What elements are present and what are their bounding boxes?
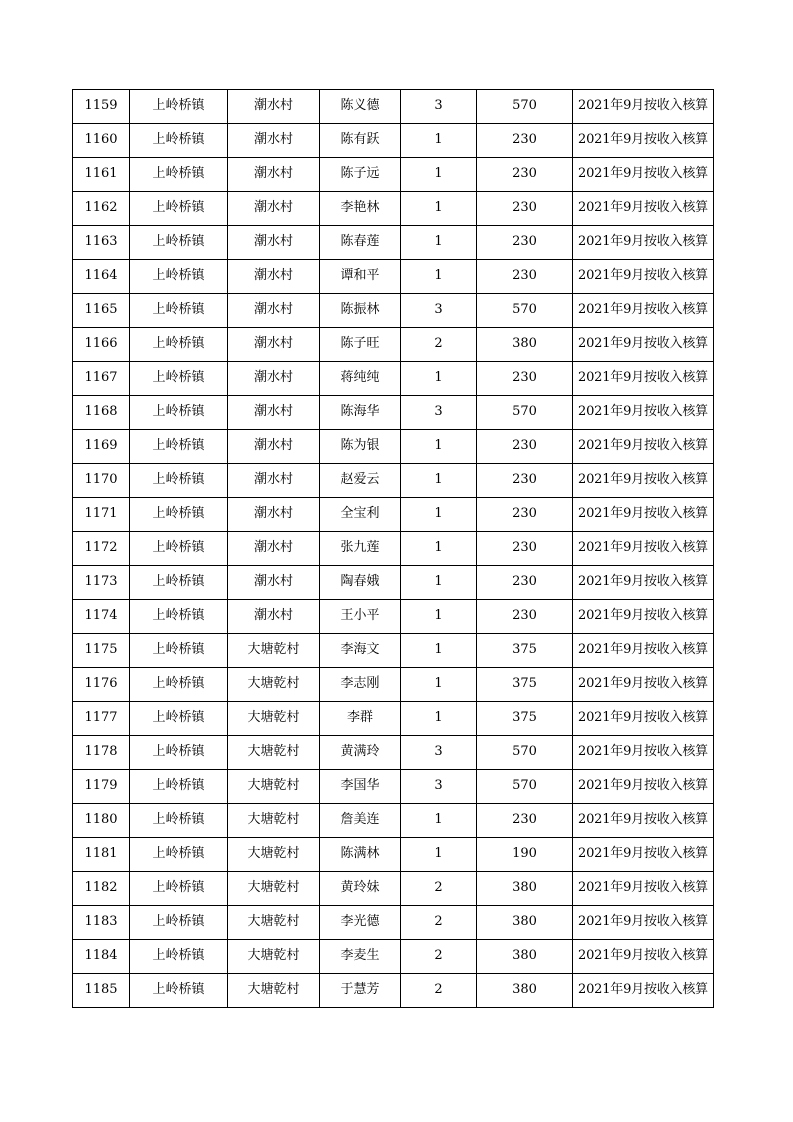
cell-serial: 1161 <box>73 158 130 192</box>
cell-village: 大塘乾村 <box>228 770 320 804</box>
cell-amount: 230 <box>477 430 573 464</box>
table-row <box>73 90 714 124</box>
cell-name: 蒋纯纯 <box>320 362 401 396</box>
cell-note: 2021年9月按收入核算 <box>573 226 714 260</box>
cell-note: 2021年9月按收入核算 <box>573 498 714 532</box>
cell-serial: 1162 <box>73 192 130 226</box>
cell-village: 潮水村 <box>228 464 320 498</box>
cell-note: 2021年9月按收入核算 <box>573 804 714 838</box>
table-row <box>73 566 714 600</box>
table-row <box>73 668 714 702</box>
cell-town: 上岭桥镇 <box>130 124 228 158</box>
cell-count: 1 <box>401 634 477 668</box>
cell-town: 上岭桥镇 <box>130 736 228 770</box>
cell-town: 上岭桥镇 <box>130 294 228 328</box>
cell-note: 2021年9月按收入核算 <box>573 702 714 736</box>
cell-amount: 230 <box>477 124 573 158</box>
cell-serial: 1176 <box>73 668 130 702</box>
cell-count: 1 <box>401 566 477 600</box>
cell-amount: 380 <box>477 940 573 974</box>
cell-village: 潮水村 <box>228 328 320 362</box>
cell-serial: 1181 <box>73 838 130 872</box>
table-row <box>73 702 714 736</box>
cell-note: 2021年9月按收入核算 <box>573 328 714 362</box>
cell-count: 1 <box>401 260 477 294</box>
cell-village: 潮水村 <box>228 430 320 464</box>
cell-town: 上岭桥镇 <box>130 566 228 600</box>
cell-note: 2021年9月按收入核算 <box>573 600 714 634</box>
cell-note: 2021年9月按收入核算 <box>573 124 714 158</box>
table-row <box>73 192 714 226</box>
cell-name: 王小平 <box>320 600 401 634</box>
cell-town: 上岭桥镇 <box>130 974 228 1008</box>
cell-village: 潮水村 <box>228 226 320 260</box>
cell-note: 2021年9月按收入核算 <box>573 566 714 600</box>
cell-town: 上岭桥镇 <box>130 872 228 906</box>
table-row <box>73 430 714 464</box>
cell-serial: 1170 <box>73 464 130 498</box>
cell-village: 潮水村 <box>228 90 320 124</box>
cell-town: 上岭桥镇 <box>130 430 228 464</box>
cell-town: 上岭桥镇 <box>130 192 228 226</box>
cell-name: 陈子远 <box>320 158 401 192</box>
cell-count: 2 <box>401 328 477 362</box>
cell-note: 2021年9月按收入核算 <box>573 838 714 872</box>
table-row <box>73 328 714 362</box>
table-body <box>73 90 714 1008</box>
cell-count: 1 <box>401 362 477 396</box>
cell-town: 上岭桥镇 <box>130 906 228 940</box>
cell-village: 潮水村 <box>228 600 320 634</box>
table-row <box>73 124 714 158</box>
cell-amount: 570 <box>477 770 573 804</box>
cell-serial: 1168 <box>73 396 130 430</box>
cell-serial: 1166 <box>73 328 130 362</box>
cell-count: 1 <box>401 702 477 736</box>
cell-count: 1 <box>401 226 477 260</box>
cell-serial: 1163 <box>73 226 130 260</box>
cell-town: 上岭桥镇 <box>130 226 228 260</box>
cell-count: 1 <box>401 192 477 226</box>
cell-amount: 375 <box>477 634 573 668</box>
cell-note: 2021年9月按收入核算 <box>573 294 714 328</box>
cell-amount: 230 <box>477 566 573 600</box>
cell-village: 大塘乾村 <box>228 702 320 736</box>
cell-village: 大塘乾村 <box>228 906 320 940</box>
cell-count: 3 <box>401 294 477 328</box>
cell-serial: 1173 <box>73 566 130 600</box>
cell-serial: 1175 <box>73 634 130 668</box>
cell-town: 上岭桥镇 <box>130 396 228 430</box>
cell-serial: 1183 <box>73 906 130 940</box>
cell-town: 上岭桥镇 <box>130 362 228 396</box>
cell-town: 上岭桥镇 <box>130 940 228 974</box>
cell-note: 2021年9月按收入核算 <box>573 668 714 702</box>
cell-note: 2021年9月按收入核算 <box>573 396 714 430</box>
cell-count: 1 <box>401 498 477 532</box>
table-row <box>73 634 714 668</box>
cell-count: 3 <box>401 736 477 770</box>
cell-count: 3 <box>401 90 477 124</box>
cell-amount: 380 <box>477 906 573 940</box>
cell-name: 赵爱云 <box>320 464 401 498</box>
cell-note: 2021年9月按收入核算 <box>573 260 714 294</box>
cell-note: 2021年9月按收入核算 <box>573 158 714 192</box>
cell-village: 大塘乾村 <box>228 736 320 770</box>
cell-town: 上岭桥镇 <box>130 804 228 838</box>
cell-serial: 1174 <box>73 600 130 634</box>
cell-count: 2 <box>401 940 477 974</box>
cell-amount: 375 <box>477 702 573 736</box>
cell-serial: 1165 <box>73 294 130 328</box>
cell-village: 潮水村 <box>228 260 320 294</box>
cell-note: 2021年9月按收入核算 <box>573 430 714 464</box>
cell-count: 1 <box>401 804 477 838</box>
cell-serial: 1184 <box>73 940 130 974</box>
cell-amount: 230 <box>477 226 573 260</box>
cell-village: 大塘乾村 <box>228 974 320 1008</box>
cell-village: 大塘乾村 <box>228 668 320 702</box>
cell-town: 上岭桥镇 <box>130 770 228 804</box>
cell-amount: 230 <box>477 600 573 634</box>
cell-count: 1 <box>401 430 477 464</box>
table-row <box>73 974 714 1008</box>
cell-name: 黄满玲 <box>320 736 401 770</box>
cell-village: 潮水村 <box>228 192 320 226</box>
cell-name: 陈振林 <box>320 294 401 328</box>
cell-amount: 570 <box>477 294 573 328</box>
cell-village: 潮水村 <box>228 294 320 328</box>
cell-serial: 1167 <box>73 362 130 396</box>
cell-count: 2 <box>401 872 477 906</box>
cell-serial: 1180 <box>73 804 130 838</box>
cell-note: 2021年9月按收入核算 <box>573 192 714 226</box>
cell-count: 1 <box>401 158 477 192</box>
cell-town: 上岭桥镇 <box>130 838 228 872</box>
cell-serial: 1159 <box>73 90 130 124</box>
cell-village: 潮水村 <box>228 158 320 192</box>
table-row <box>73 396 714 430</box>
cell-serial: 1171 <box>73 498 130 532</box>
table-row <box>73 906 714 940</box>
cell-name: 谭和平 <box>320 260 401 294</box>
cell-serial: 1169 <box>73 430 130 464</box>
cell-name: 詹美连 <box>320 804 401 838</box>
cell-name: 李群 <box>320 702 401 736</box>
cell-name: 黄玲妹 <box>320 872 401 906</box>
cell-name: 张九莲 <box>320 532 401 566</box>
cell-name: 李海文 <box>320 634 401 668</box>
cell-count: 3 <box>401 770 477 804</box>
cell-name: 全宝利 <box>320 498 401 532</box>
subsidy-recipients-table <box>72 89 714 1008</box>
cell-count: 2 <box>401 974 477 1008</box>
cell-town: 上岭桥镇 <box>130 498 228 532</box>
table-row <box>73 940 714 974</box>
cell-name: 李艳林 <box>320 192 401 226</box>
table-row <box>73 464 714 498</box>
cell-town: 上岭桥镇 <box>130 260 228 294</box>
cell-serial: 1160 <box>73 124 130 158</box>
cell-village: 大塘乾村 <box>228 804 320 838</box>
cell-count: 2 <box>401 906 477 940</box>
cell-note: 2021年9月按收入核算 <box>573 974 714 1008</box>
cell-amount: 380 <box>477 872 573 906</box>
cell-note: 2021年9月按收入核算 <box>573 770 714 804</box>
cell-name: 李志刚 <box>320 668 401 702</box>
table-row <box>73 838 714 872</box>
cell-note: 2021年9月按收入核算 <box>573 90 714 124</box>
cell-amount: 380 <box>477 974 573 1008</box>
table-row <box>73 498 714 532</box>
cell-note: 2021年9月按收入核算 <box>573 362 714 396</box>
cell-amount: 190 <box>477 838 573 872</box>
cell-count: 1 <box>401 668 477 702</box>
cell-note: 2021年9月按收入核算 <box>573 532 714 566</box>
cell-name: 陶春娥 <box>320 566 401 600</box>
cell-amount: 230 <box>477 192 573 226</box>
cell-name: 陈为银 <box>320 430 401 464</box>
cell-serial: 1164 <box>73 260 130 294</box>
cell-amount: 230 <box>477 804 573 838</box>
cell-name: 李国华 <box>320 770 401 804</box>
cell-note: 2021年9月按收入核算 <box>573 940 714 974</box>
cell-town: 上岭桥镇 <box>130 158 228 192</box>
cell-town: 上岭桥镇 <box>130 634 228 668</box>
cell-serial: 1177 <box>73 702 130 736</box>
cell-amount: 380 <box>477 328 573 362</box>
table-row <box>73 532 714 566</box>
cell-name: 陈义德 <box>320 90 401 124</box>
cell-name: 陈海华 <box>320 396 401 430</box>
cell-note: 2021年9月按收入核算 <box>573 872 714 906</box>
cell-town: 上岭桥镇 <box>130 90 228 124</box>
cell-town: 上岭桥镇 <box>130 464 228 498</box>
cell-village: 大塘乾村 <box>228 872 320 906</box>
cell-name: 陈子旺 <box>320 328 401 362</box>
cell-village: 潮水村 <box>228 362 320 396</box>
cell-amount: 570 <box>477 396 573 430</box>
cell-name: 于慧芳 <box>320 974 401 1008</box>
cell-town: 上岭桥镇 <box>130 532 228 566</box>
cell-note: 2021年9月按收入核算 <box>573 736 714 770</box>
cell-village: 潮水村 <box>228 532 320 566</box>
cell-amount: 230 <box>477 158 573 192</box>
cell-town: 上岭桥镇 <box>130 600 228 634</box>
cell-village: 大塘乾村 <box>228 634 320 668</box>
cell-village: 大塘乾村 <box>228 838 320 872</box>
cell-serial: 1182 <box>73 872 130 906</box>
cell-note: 2021年9月按收入核算 <box>573 634 714 668</box>
cell-amount: 230 <box>477 362 573 396</box>
cell-serial: 1178 <box>73 736 130 770</box>
cell-village: 潮水村 <box>228 566 320 600</box>
cell-village: 潮水村 <box>228 498 320 532</box>
cell-amount: 375 <box>477 668 573 702</box>
cell-town: 上岭桥镇 <box>130 668 228 702</box>
table-row <box>73 226 714 260</box>
cell-amount: 230 <box>477 464 573 498</box>
cell-count: 1 <box>401 124 477 158</box>
cell-village: 大塘乾村 <box>228 940 320 974</box>
cell-name: 陈有跃 <box>320 124 401 158</box>
cell-serial: 1179 <box>73 770 130 804</box>
cell-village: 潮水村 <box>228 396 320 430</box>
table-row <box>73 362 714 396</box>
cell-amount: 570 <box>477 736 573 770</box>
table-row <box>73 872 714 906</box>
table-row <box>73 294 714 328</box>
cell-count: 1 <box>401 464 477 498</box>
table-row <box>73 158 714 192</box>
cell-town: 上岭桥镇 <box>130 702 228 736</box>
cell-amount: 230 <box>477 260 573 294</box>
cell-count: 3 <box>401 396 477 430</box>
cell-amount: 230 <box>477 532 573 566</box>
cell-name: 李麦生 <box>320 940 401 974</box>
cell-name: 陈春莲 <box>320 226 401 260</box>
cell-count: 1 <box>401 600 477 634</box>
table-row <box>73 260 714 294</box>
cell-count: 1 <box>401 532 477 566</box>
table-row <box>73 600 714 634</box>
cell-town: 上岭桥镇 <box>130 328 228 362</box>
cell-amount: 230 <box>477 498 573 532</box>
cell-name: 陈满林 <box>320 838 401 872</box>
table-row <box>73 770 714 804</box>
table-row <box>73 736 714 770</box>
cell-count: 1 <box>401 838 477 872</box>
cell-note: 2021年9月按收入核算 <box>573 464 714 498</box>
cell-note: 2021年9月按收入核算 <box>573 906 714 940</box>
cell-serial: 1185 <box>73 974 130 1008</box>
cell-name: 李光德 <box>320 906 401 940</box>
cell-serial: 1172 <box>73 532 130 566</box>
table-row <box>73 804 714 838</box>
cell-village: 潮水村 <box>228 124 320 158</box>
cell-amount: 570 <box>477 90 573 124</box>
